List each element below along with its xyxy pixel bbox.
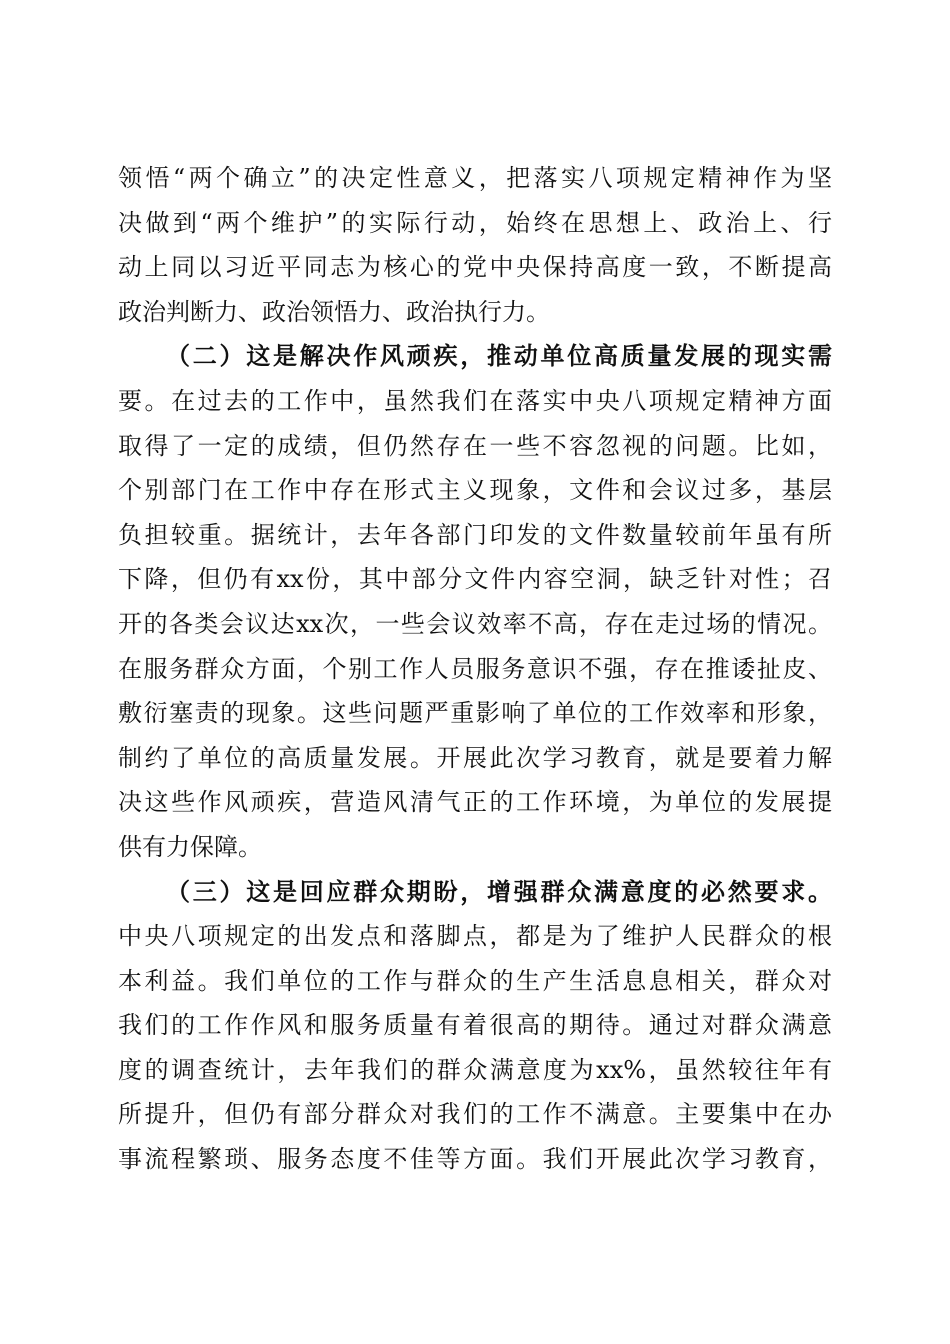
text-line: 领悟“两个确立”的决定性意义，把落实八项规定精神作为坚	[118, 164, 832, 192]
text-line: 本利益。我们单位的工作与群众的生产生活息息相关，群众对	[118, 966, 832, 995]
text-line: 供有力保障。	[118, 832, 262, 861]
text-line: 我们的工作作风和服务质量有着很高的期待。通过对群众满意	[118, 1011, 832, 1040]
document-body	[118, 156, 832, 1182]
text-line: 政治判断力、政治领悟力、政治执行力。	[118, 297, 550, 326]
text-line: 制约了单位的高质量发展。开展此次学习教育，就是要着力解	[118, 743, 832, 772]
text-line: 开的各类会议达xx次，一些会议效率不高，存在走过场的情况。	[118, 609, 832, 638]
text-line: 事流程繁琐、服务态度不佳等方面。我们开展此次学习教育，	[118, 1145, 832, 1174]
text-line: 个别部门在工作中存在形式主义现象，文件和会议过多，基层	[118, 476, 832, 505]
section-heading-2: （二）这是解决作风顽疾，推动单位高质量发展的现实需	[166, 341, 832, 371]
text-line: 负担较重。据统计，去年各部门印发的文件数量较前年虽有所	[118, 520, 832, 549]
text-line: 决这些作风顽疾，营造风清气正的工作环境，为单位的发展提	[118, 788, 832, 817]
text-line: 所提升，但仍有部分群众对我们的工作不满意。主要集中在办	[118, 1100, 832, 1129]
text-line: 在服务群众方面，个别工作人员服务意识不强，存在推诿扯皮、	[118, 654, 832, 683]
paragraph-2	[118, 334, 832, 869]
section-heading-3: （三）这是回应群众期盼，增强群众满意度的必然要求。	[166, 876, 832, 906]
text-line: 下降，但仍有xx份，其中部分文件内容空洞，缺乏针对性；召	[118, 565, 832, 594]
text-line: 决做到“两个维护”的实际行动，始终在思想上、政治上、行	[118, 208, 832, 237]
text-line: 度的调查统计，去年我们的群众满意度为xx%，虽然较往年有	[118, 1055, 832, 1084]
text-line: 取得了一定的成绩，但仍然存在一些不容忽视的问题。比如，	[118, 431, 832, 460]
text-line: 要。在过去的工作中，虽然我们在落实中央八项规定精神方面	[118, 386, 832, 415]
paragraph-3	[118, 870, 832, 1182]
paragraph-1	[118, 156, 832, 334]
text-line: 敷衍塞责的现象。这些问题严重影响了单位的工作效率和形象，	[118, 699, 832, 728]
text-line: 动上同以习近平同志为核心的党中央保持高度一致，不断提高	[118, 253, 832, 282]
text-line: 中央八项规定的出发点和落脚点，都是为了维护人民群众的根	[118, 922, 832, 951]
